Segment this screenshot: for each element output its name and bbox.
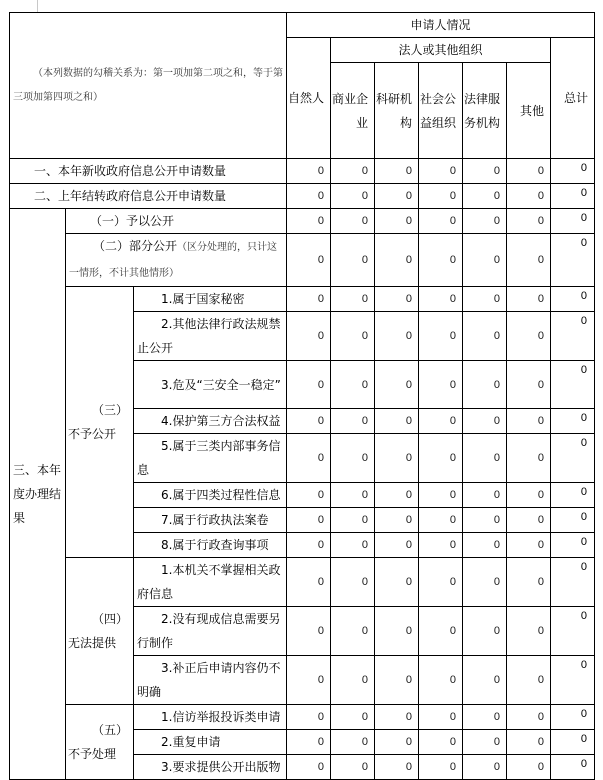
row-label: 3.危及“三安全一稳定”	[134, 361, 287, 409]
cell-value: 0	[419, 434, 463, 483]
cell-value: 0	[375, 656, 419, 705]
cell-value: 0	[463, 607, 507, 656]
cell-value: 0	[507, 159, 551, 184]
cell-total: 0	[551, 533, 595, 558]
cell-value: 0	[507, 483, 551, 508]
row-label: 1.属于国家秘密	[134, 287, 287, 312]
legal-group-header: 法人或其他组织	[331, 38, 551, 63]
cell-value: 0	[507, 533, 551, 558]
row-label-note: （区分处理的，只计这一情形，不计其他情形）	[69, 242, 278, 279]
row-label: （一）予以公开	[66, 209, 287, 234]
cell-value: 0	[419, 755, 463, 780]
cell-value: 0	[463, 730, 507, 755]
group-4-label	[66, 558, 134, 705]
cell-value: 0	[287, 508, 331, 533]
row-label: 2.重复申请	[134, 730, 287, 755]
cell-value: 0	[331, 409, 375, 434]
cell-value: 0	[375, 184, 419, 209]
cell-value: 0	[507, 730, 551, 755]
cell-value: 0	[331, 434, 375, 483]
cell-value: 0	[287, 483, 331, 508]
natural-person-header: 自然人	[287, 38, 331, 159]
cell-total: 0	[551, 312, 595, 361]
cell-value: 0	[331, 755, 375, 780]
cell-value: 0	[463, 409, 507, 434]
cell-value: 0	[287, 558, 331, 607]
row-label	[66, 234, 287, 287]
cell-value: 0	[331, 656, 375, 705]
group-3-label	[66, 287, 134, 558]
cell-value: 0	[463, 483, 507, 508]
table-note: （本列数据的勾稽关系为：第一项加第二项之和，等于第三项加第四项之和）	[10, 13, 287, 159]
cell-value: 0	[419, 558, 463, 607]
cell-value: 0	[287, 159, 331, 184]
cell-total: 0	[551, 730, 595, 755]
cell-value: 0	[419, 234, 463, 287]
cell-value: 0	[419, 483, 463, 508]
cell-value: 0	[507, 184, 551, 209]
cell-value: 0	[463, 705, 507, 730]
table-row	[10, 159, 595, 184]
cell-value: 0	[463, 361, 507, 409]
cell-total: 0	[551, 287, 595, 312]
cell-value: 0	[287, 730, 331, 755]
cell-value: 0	[331, 312, 375, 361]
cell-value: 0	[375, 508, 419, 533]
cell-value: 0	[463, 533, 507, 558]
cell-value: 0	[463, 312, 507, 361]
cell-value: 0	[287, 361, 331, 409]
col-header-research: 科研机构	[375, 63, 419, 159]
cell-value: 0	[507, 705, 551, 730]
col-header-legal-service: 法律服务机构	[463, 63, 507, 159]
cell-value: 0	[287, 607, 331, 656]
cell-value: 0	[331, 533, 375, 558]
table-row	[10, 234, 595, 287]
cell-value: 0	[375, 533, 419, 558]
cell-value: 0	[419, 409, 463, 434]
cell-value: 0	[331, 184, 375, 209]
cell-value: 0	[331, 483, 375, 508]
group-4-text: （四）无法提供	[68, 612, 129, 650]
cell-value: 0	[375, 705, 419, 730]
cell-value: 0	[419, 705, 463, 730]
cell-value: 0	[375, 607, 419, 656]
cell-total: 0	[551, 434, 595, 483]
cell-total: 0	[551, 607, 595, 656]
cell-total: 0	[551, 483, 595, 508]
cell-value: 0	[331, 508, 375, 533]
cell-value: 0	[507, 234, 551, 287]
cell-value: 0	[331, 558, 375, 607]
cell-value: 0	[419, 184, 463, 209]
group-5-text: （五）不予处理	[68, 723, 129, 761]
cell-total: 0	[551, 558, 595, 607]
col-header-business: 商业企业	[331, 63, 375, 159]
page-margin-marker	[37, 0, 38, 12]
cell-value: 0	[463, 656, 507, 705]
cell-value: 0	[287, 209, 331, 234]
cell-value: 0	[419, 159, 463, 184]
cell-value: 0	[375, 434, 419, 483]
cell-value: 0	[375, 312, 419, 361]
cell-value: 0	[375, 159, 419, 184]
table-row	[10, 209, 595, 234]
cell-value: 0	[507, 607, 551, 656]
table-row	[10, 287, 595, 312]
cell-value: 0	[287, 409, 331, 434]
cell-value: 0	[375, 409, 419, 434]
gov-info-disclosure-table	[9, 12, 595, 780]
cell-value: 0	[287, 533, 331, 558]
cell-value: 0	[419, 312, 463, 361]
cell-value: 0	[375, 730, 419, 755]
cell-value: 0	[375, 755, 419, 780]
cell-value: 0	[507, 287, 551, 312]
cell-value: 0	[463, 159, 507, 184]
cell-total: 0	[551, 184, 595, 209]
applicant-header: 申请人情况	[287, 13, 595, 38]
cell-value: 0	[375, 234, 419, 287]
cell-value: 0	[331, 209, 375, 234]
cell-value: 0	[463, 287, 507, 312]
cell-value: 0	[463, 234, 507, 287]
row-label: 3.要求提供公开出版物	[134, 755, 287, 780]
cell-value: 0	[507, 312, 551, 361]
table-row	[10, 558, 595, 607]
cell-value: 0	[507, 755, 551, 780]
cell-value: 0	[419, 209, 463, 234]
cell-value: 0	[287, 234, 331, 287]
row-label-text: （二）部分公开	[93, 239, 178, 253]
cell-value: 0	[419, 730, 463, 755]
cell-value: 0	[287, 755, 331, 780]
cell-value: 0	[463, 209, 507, 234]
cell-total: 0	[551, 209, 595, 234]
cell-value: 0	[463, 184, 507, 209]
cell-total: 0	[551, 159, 595, 184]
row-label: 一、本年新收政府信息公开申请数量	[10, 159, 287, 184]
cell-value: 0	[463, 508, 507, 533]
row-label: 6.属于四类过程性信息	[134, 483, 287, 508]
col-header-other: 其他	[507, 63, 551, 159]
cell-total: 0	[551, 409, 595, 434]
section-3-label	[10, 209, 66, 780]
cell-value: 0	[287, 656, 331, 705]
cell-value: 0	[287, 705, 331, 730]
row-label: 二、上年结转政府信息公开申请数量	[10, 184, 287, 209]
table-row	[10, 184, 595, 209]
cell-value: 0	[419, 607, 463, 656]
cell-value: 0	[507, 361, 551, 409]
row-label: 1.信访举报投诉类申请	[134, 705, 287, 730]
cell-value: 0	[375, 558, 419, 607]
cell-value: 0	[287, 287, 331, 312]
cell-total: 0	[551, 705, 595, 730]
cell-value: 0	[331, 287, 375, 312]
group-5-label	[66, 705, 134, 780]
cell-value: 0	[287, 184, 331, 209]
cell-value: 0	[463, 434, 507, 483]
cell-total: 0	[551, 755, 595, 780]
cell-total: 0	[551, 361, 595, 409]
cell-value: 0	[331, 607, 375, 656]
row-label: 2.其他法律行政法规禁止公开	[134, 312, 287, 361]
cell-value: 0	[507, 209, 551, 234]
cell-value: 0	[331, 730, 375, 755]
row-label: 3.补正后申请内容仍不明确	[134, 656, 287, 705]
cell-value: 0	[507, 434, 551, 483]
cell-value: 0	[287, 312, 331, 361]
cell-value: 0	[331, 234, 375, 287]
table-row	[10, 705, 595, 730]
col-header-public-welfare: 社会公益组织	[419, 63, 463, 159]
cell-value: 0	[419, 656, 463, 705]
cell-total: 0	[551, 234, 595, 287]
cell-value: 0	[507, 508, 551, 533]
cell-value: 0	[331, 361, 375, 409]
cell-value: 0	[375, 287, 419, 312]
cell-value: 0	[507, 656, 551, 705]
cell-value: 0	[419, 508, 463, 533]
cell-value: 0	[463, 755, 507, 780]
cell-value: 0	[419, 533, 463, 558]
cell-value: 0	[507, 409, 551, 434]
cell-value: 0	[375, 483, 419, 508]
row-label: 7.属于行政执法案卷	[134, 508, 287, 533]
cell-value: 0	[507, 558, 551, 607]
section-3-text: 三、本年度办理结果	[13, 463, 62, 525]
row-label: 4.保护第三方合法权益	[134, 409, 287, 434]
total-header: 总计	[551, 38, 595, 159]
cell-value: 0	[375, 209, 419, 234]
row-label: 1.本机关不掌握相关政府信息	[134, 558, 287, 607]
group-3-text: （三）不予公开	[68, 403, 129, 441]
cell-value: 0	[375, 361, 419, 409]
row-label: 2.没有现成信息需要另行制作	[134, 607, 287, 656]
cell-total: 0	[551, 508, 595, 533]
row-label: 5.属于三类内部事务信息	[134, 434, 287, 483]
cell-value: 0	[463, 558, 507, 607]
cell-value: 0	[287, 434, 331, 483]
cell-value: 0	[419, 361, 463, 409]
cell-value: 0	[419, 287, 463, 312]
cell-total: 0	[551, 656, 595, 705]
cell-value: 0	[331, 705, 375, 730]
cell-value: 0	[331, 159, 375, 184]
row-label: 8.属于行政查询事项	[134, 533, 287, 558]
